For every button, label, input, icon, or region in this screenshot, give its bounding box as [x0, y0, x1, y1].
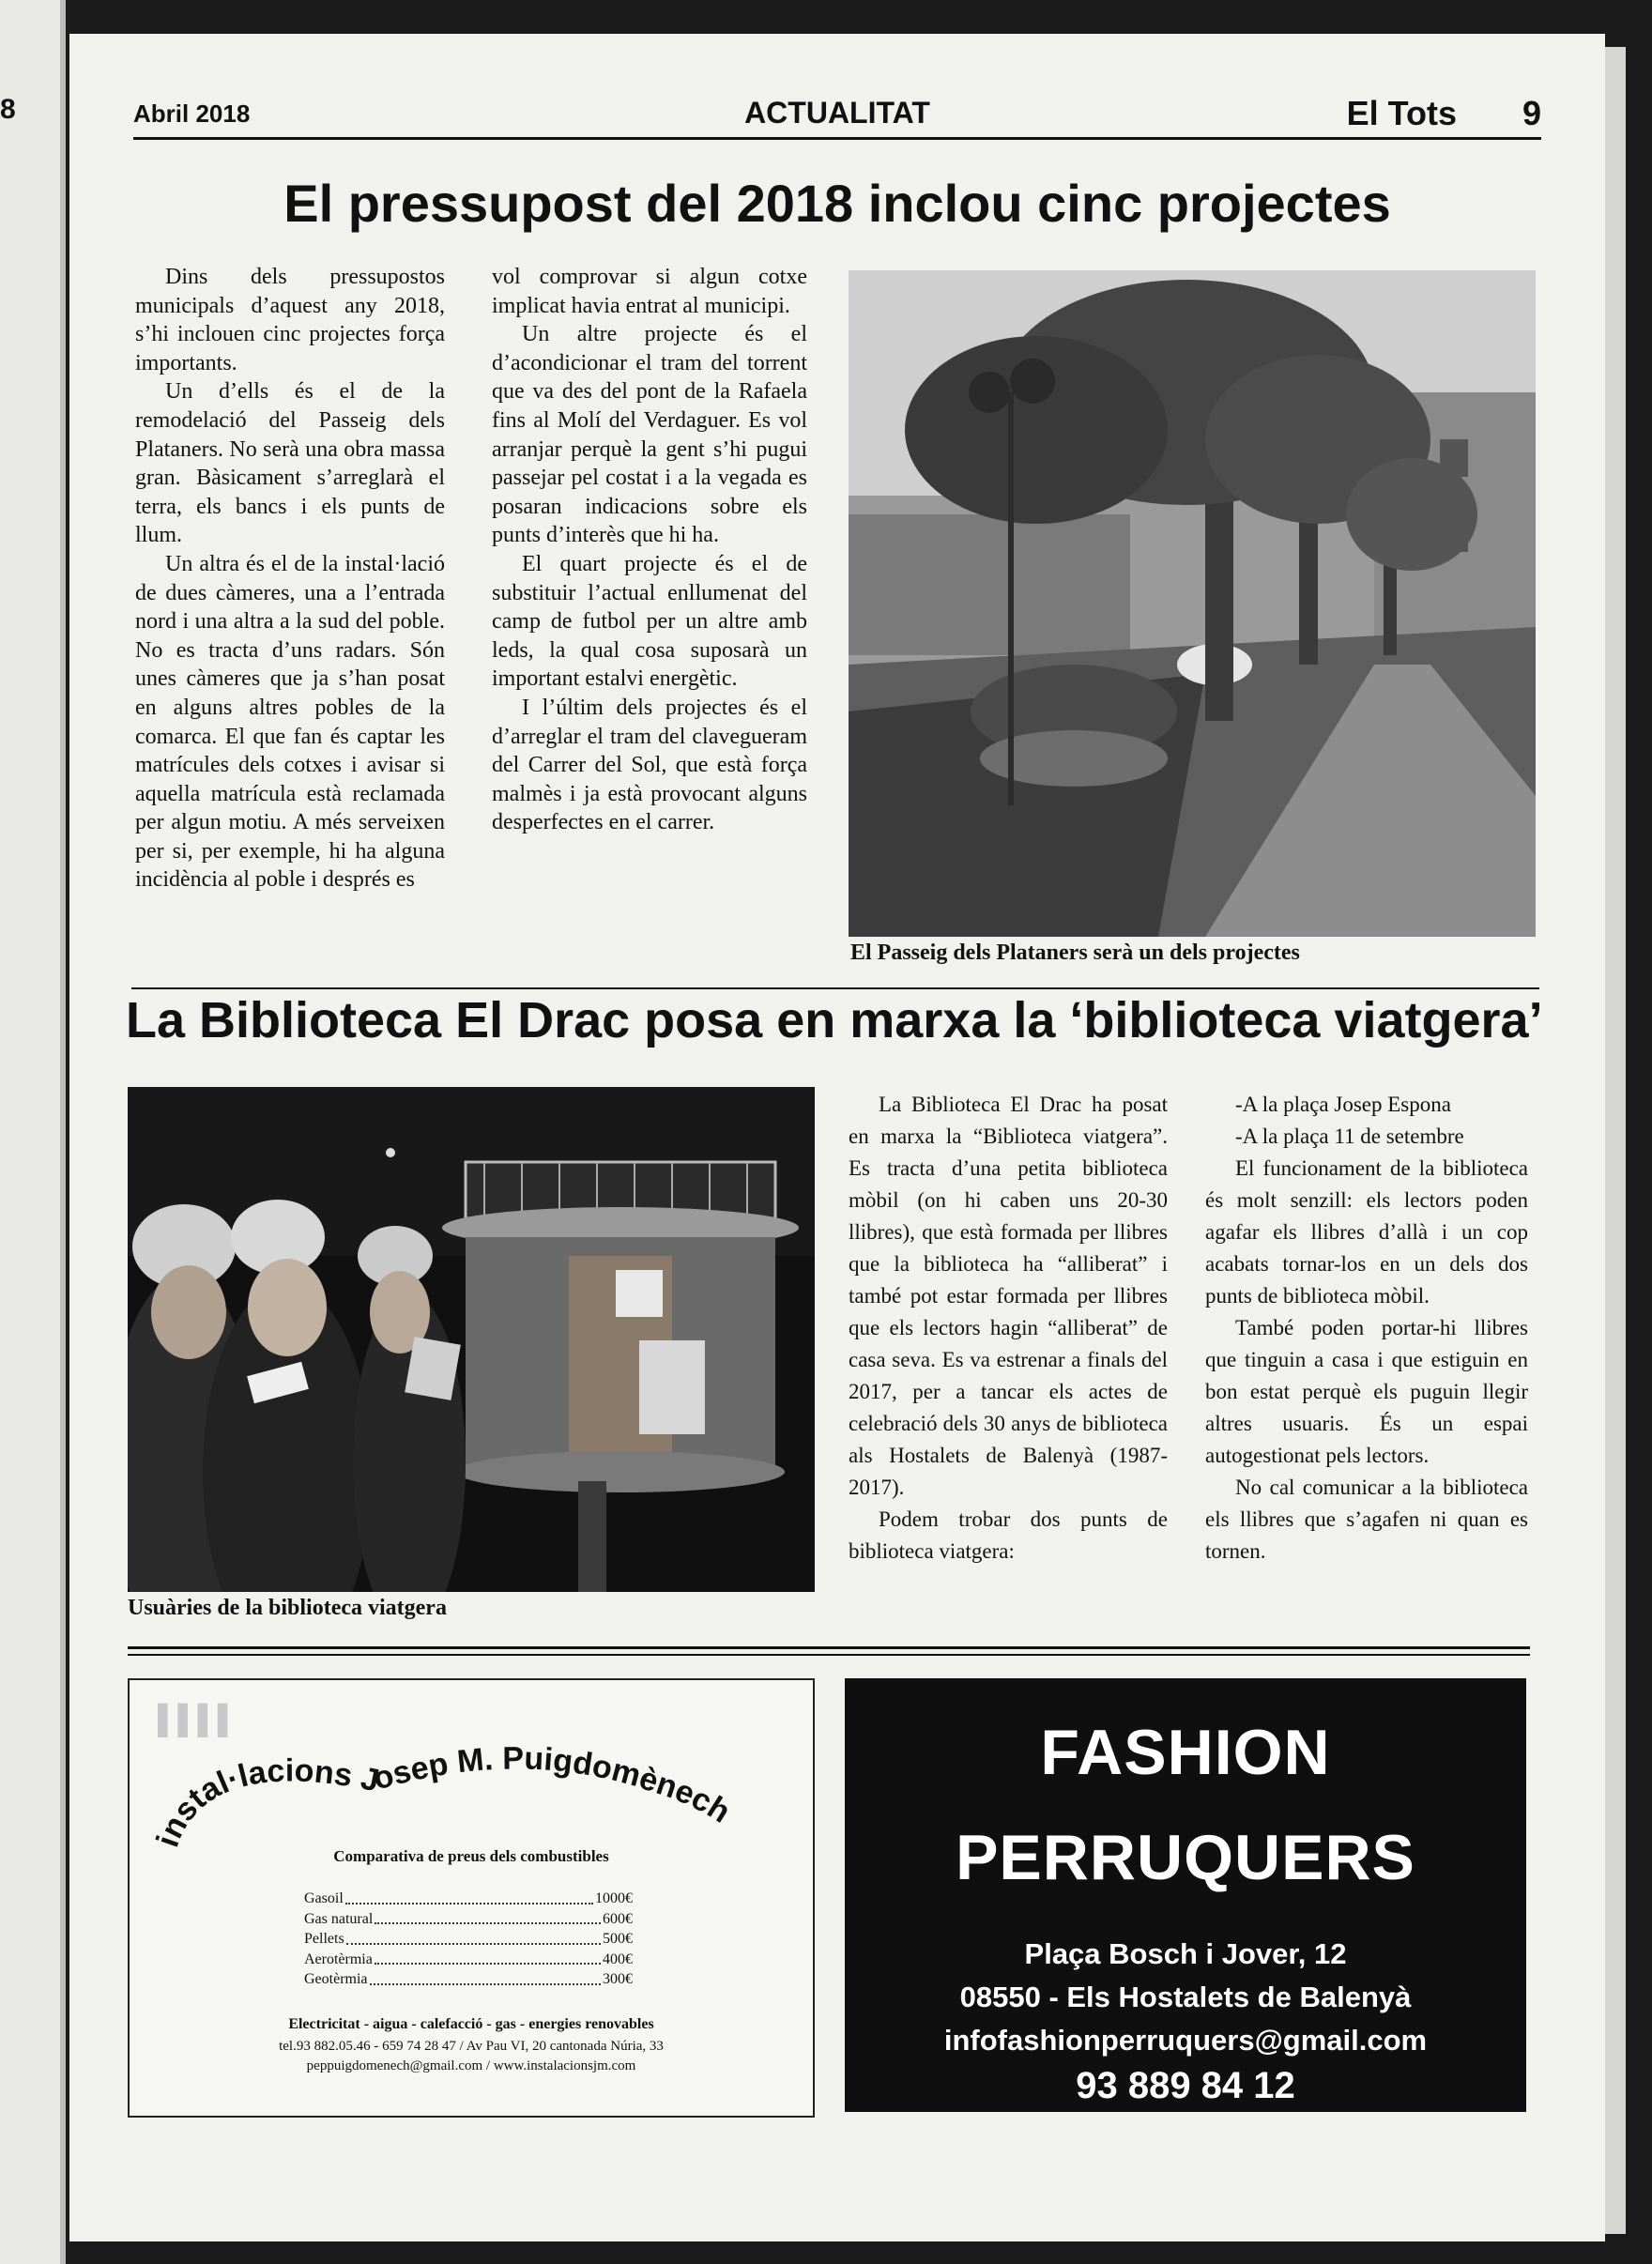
fuel-price: 400€: [603, 1950, 633, 1967]
phone-address: tel.93 882.05.46 - 659 74 28 47 / Av Pau VI, 20 cantonada Núria, 33: [279, 2039, 664, 2054]
article-2-photo-caption: Usuàries de la biblioteca viatgera: [128, 1596, 447, 1620]
article-2-headline: La Biblioteca El Drac posa en marxa la ‘biblioteca viatgera’: [126, 992, 1543, 1048]
list-item: -A la plaça Josep Espona: [1235, 1093, 1451, 1116]
shop-phone: 93 889 84 12: [1076, 2065, 1295, 2106]
biblioteca-viatgera-photo: [128, 1087, 815, 1592]
contact-info: [130, 2037, 813, 2076]
paragraph: Podem trobar dos punts de biblioteca viatgera:: [849, 1507, 1168, 1563]
fuel-price: 500€: [603, 1931, 633, 1947]
fuel-price: 600€: [603, 1910, 633, 1927]
installacions-advert: [128, 1678, 815, 2118]
fuel-label: Gasoil: [304, 1890, 344, 1906]
paragraph: vol comprovar si algun cotxe implicat havia entrat al municipi.: [492, 265, 807, 318]
article-1-photo-caption: El Passeig dels Plataners serà un dels projectes: [850, 941, 1300, 965]
article-1-column-2: [492, 263, 807, 837]
newspaper-page: [69, 34, 1605, 2241]
page-number: 9: [1522, 94, 1541, 132]
paragraph: La Biblioteca El Drac ha posat en marxa la “Biblioteca viatgera”. Es tracta d’una petita biblioteca mòbil (on hi caben uns 20-30 llibres), que està formada per llibres que la biblioteca ha “alliberat” i també pot estar formada per llibres que els lectors hagin “alliberat” de casa seva. Es va estrenar a finals del 2017, per a tancar els actes de celebració dels 30 anys de biblioteca als Hostalets de Balenyà (1987-2017).: [849, 1093, 1168, 1499]
page-edge: [1605, 47, 1626, 2234]
running-header: [133, 90, 1541, 140]
passeig-plataners-photo: [849, 270, 1536, 937]
article-1-headline: El pressupost del 2018 inclou cinc projectes: [283, 174, 1391, 233]
shop-city: 08550 - Els Hostalets de Balenyà: [959, 1981, 1412, 2013]
fuel-label: Pellets: [304, 1931, 344, 1947]
publication-name: El Tots: [1346, 94, 1457, 132]
paragraph: I l’últim dels projectes és el d’arreglar el tram del clavegueram del Carrer del Sol, que està força malmès i ja està provocant alguns desperfectes en el carrer.: [492, 695, 807, 835]
issue-date: Abril 2018: [133, 99, 251, 128]
list-item: -A la plaça 11 de setembre: [1235, 1124, 1464, 1148]
svg-text:instal·lacions Josep M. Puigdo: [150, 1740, 737, 1851]
binding-gutter: [60, 0, 66, 2264]
shop-email: infofashionperruquers@gmail.com: [943, 2024, 1428, 2057]
fuel-label: Aerotèrmia: [304, 1950, 373, 1967]
arc-title: instal·lacions Josep M. Puigdomènech: [149, 1740, 737, 1852]
arc-title-logo: [130, 1680, 813, 1868]
article-divider: [131, 987, 1539, 989]
fuel-price: 1000€: [595, 1890, 633, 1906]
section-title: ACTUALITAT: [744, 96, 930, 130]
paragraph: També poden portar-hi llibres que tinguin a casa i que estiguin en bon estat perquè els puguin llegir altres usuaris. És un espai autogestionat pels lectors.: [1205, 1316, 1528, 1467]
price-row: [304, 1969, 633, 1990]
paragraph: No cal comunicar a la biblioteca els llibres que s’agafen ni quan es tornen.: [1205, 1476, 1528, 1563]
brand-line-2: PERRUQUERS: [956, 1822, 1415, 1893]
paragraph: Dins dels pressupostos municipals d’aquest any 2018, s’hi inclouen cinc projectes força importants.: [135, 265, 445, 375]
paragraph: Un d’ells és el de la remodelació del Passeig dels Plataners. No serà una obra massa gran. Bàsicament s’arreglarà el terra, els bancs i els punts de llum.: [135, 379, 445, 548]
ads-divider-bottom: [128, 1654, 1530, 1656]
price-row: [304, 1909, 633, 1930]
brand-line-1: FASHION: [1040, 1717, 1331, 1788]
shop-address: Plaça Bosch i Jover, 12: [1024, 1937, 1347, 1970]
services-list: Electricitat - aigua - calefacció - gas - energies renovables: [288, 2016, 654, 2032]
show-through-text: ▌▌▌▌: [158, 1705, 238, 1736]
paragraph: Un altre projecte és el d’acondicionar el tram del torrent que va des del pont de la Rafaela fins al Molí del Verdaguer. Es vol arranjar perquè la gent s’hi pugui passejar pel costat i a la vegada es posaran indicacions sobre els punts d’interès que hi ha.: [492, 322, 807, 548]
price-row: [304, 1929, 633, 1950]
email-web: peppuigdomenech@gmail.com / www.instalacionsjm.com: [306, 2058, 636, 2073]
previous-page-edge: [0, 0, 66, 2264]
paragraph: Un altra és el de la instal·lació de dues càmeres, una a l’entrada nord i una altra a la sud del poble. No es tracta d’uns radars. Són unes càmeres que ja s’han posat en alguns altres pobles de la comarca. El que fan és captar les matrícules dels cotxes i avisar si aquella matrícula està reclamada per algun motiu. A més serveixen per si, per exemple, hi ha alguna incidència al poble i després es: [135, 551, 445, 893]
advert-subtitle: Comparativa de preus dels combustibles: [333, 1847, 609, 1865]
price-row: [304, 1950, 633, 1970]
fashion-perruquers-advert: [845, 1678, 1526, 2112]
paragraph: El funcionament de la biblioteca és molt senzill: els lectors poden agafar els llibres d’allà i un cop acabats tornar-los en un dels dos punts de biblioteca mòbil.: [1205, 1156, 1528, 1308]
article-1-column-1: [135, 263, 445, 895]
fuel-price-list: [304, 1889, 633, 1990]
previous-page-number: 8: [0, 94, 16, 125]
ads-divider-top: [128, 1646, 1530, 1649]
fuel-price: 300€: [603, 1971, 633, 1987]
paragraph: El quart projecte és el de substituir l’actual enllumenat del camp de futbol per un altre amb leds, la qual cosa suposarà un important estalvi energètic.: [492, 551, 807, 692]
fuel-label: Geotèrmia: [304, 1971, 368, 1987]
price-row: [304, 1889, 633, 1909]
article-2-column-2: [1205, 1089, 1528, 1568]
article-2-column-1: [849, 1089, 1168, 1568]
fuel-label: Gas natural: [304, 1910, 374, 1927]
